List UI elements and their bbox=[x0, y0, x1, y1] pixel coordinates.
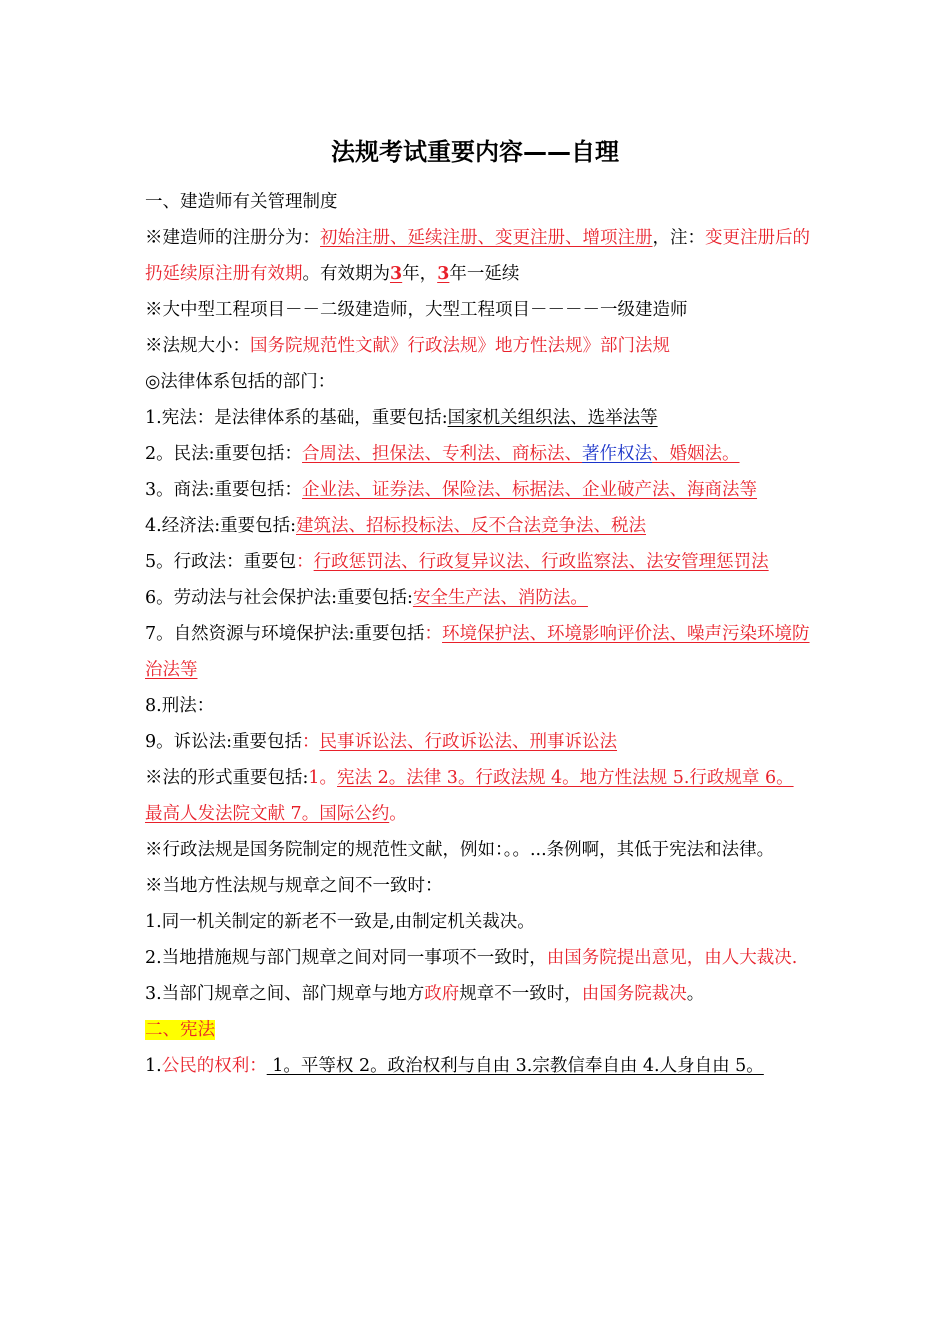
text: 年一延续 bbox=[449, 264, 520, 284]
paragraph-law-forms bbox=[145, 760, 810, 832]
highlight-text: 建筑法、招标投标法、反不合法竞争法、税法 bbox=[296, 516, 646, 536]
page-title: 法规考试重要内容——自理 bbox=[331, 138, 619, 166]
highlight-text: 安全生产法、消防法。 bbox=[412, 588, 588, 608]
highlight-text: 1。 bbox=[308, 768, 338, 788]
list-item-conflict-3 bbox=[145, 976, 810, 1012]
highlight-text: 3 bbox=[390, 264, 403, 284]
paragraph-registration bbox=[145, 220, 810, 292]
text: ※建造师的注册分为： bbox=[145, 228, 320, 248]
paragraph-admin-regulations: ※行政法规是国务院制定的规范性文献，例如：。。...条例啊，其低于宪法和法律。 bbox=[145, 840, 775, 860]
text: 规章不一致时， bbox=[459, 984, 582, 1004]
highlight-text: 3 bbox=[437, 264, 450, 284]
highlight-text: 由国务院裁决 bbox=[581, 984, 687, 1004]
blue-text: 著作权法 bbox=[582, 444, 653, 464]
highlight-text: 。 bbox=[389, 804, 407, 824]
text: ，注： bbox=[652, 228, 705, 248]
highlight-text: 、婚姻法。 bbox=[652, 444, 740, 464]
highlight-text: ： bbox=[302, 732, 320, 752]
text: 9。诉讼法:重要包括 bbox=[145, 732, 303, 752]
text: 1.宪法：是法律体系的基础，重要包括: bbox=[145, 408, 448, 428]
highlight-text: 国务院规范性文献》行政法规》地方性法规》部门法规 bbox=[250, 336, 670, 356]
list-item-criminal-law: 8.刑法： bbox=[145, 696, 215, 716]
section-heading-2 bbox=[145, 1012, 810, 1048]
text: 。有效期为 bbox=[302, 264, 390, 284]
highlight-text: ： bbox=[424, 624, 443, 644]
highlight-text: ： bbox=[296, 552, 314, 572]
text: ※法规大小： bbox=[145, 336, 250, 356]
list-item-conflict-2 bbox=[145, 940, 810, 976]
highlight-text: 合周法、担保法、专利法、商标法、 bbox=[302, 444, 583, 464]
text: 2.当地措施规与部门规章之间对同一事项不一致时， bbox=[145, 948, 547, 968]
list-item-administrative-law bbox=[145, 544, 810, 580]
highlight-text: 初始注册、延续注册、变更注册、增项注册 bbox=[320, 228, 653, 248]
text: 年， bbox=[402, 264, 438, 284]
underline-text: 国家机关组织法、选举法等 bbox=[447, 408, 658, 428]
paragraph-project-levels: ※大中型工程项目－－二级建造师，大型工程项目－－－－一级建造师 bbox=[145, 300, 688, 320]
highlight-text: 政府 bbox=[424, 984, 460, 1004]
list-item-constitution bbox=[145, 400, 810, 436]
document-body bbox=[145, 184, 810, 1084]
list-item-environment-law bbox=[145, 616, 810, 688]
list-item-commercial-law bbox=[145, 472, 810, 508]
highlight-text: 宪法 2。法律 3。行政法规 4。地方性法规 5.行政规章 6。最高人发法院文献 7。国际公约 bbox=[145, 768, 794, 824]
text: 。 bbox=[686, 984, 705, 1004]
list-item-procedural-law bbox=[145, 724, 810, 760]
highlight-text: 企业法、证券法、保险法、标据法、企业破产法、海商法等 bbox=[302, 480, 758, 500]
list-item-civil-law bbox=[145, 436, 810, 472]
text: 5。行政法：重要包 bbox=[145, 552, 297, 572]
text: 7。自然资源与环境保护法:重要包括 bbox=[145, 624, 425, 644]
section-heading-1: 一、建造师有关管理制度 bbox=[145, 192, 338, 212]
text: 1. bbox=[145, 1056, 162, 1076]
text: 6。劳动法与社会保护法:重要包括: bbox=[145, 588, 413, 608]
text: 4.经济法:重要包括: bbox=[145, 516, 296, 536]
highlight-text: 变更注册后的扔延续原注册有效期 bbox=[145, 228, 810, 284]
paragraph-law-departments: ◎法律体系包括的部门： bbox=[145, 372, 336, 392]
paragraph-conflict-intro: ※当地方性法规与规章之间不一致时： bbox=[145, 876, 443, 896]
text: 3.当部门规章之间、部门规章与地方 bbox=[145, 984, 425, 1004]
list-item-citizen-rights bbox=[145, 1048, 810, 1084]
highlight-text: 由国务院提出意见，由人大裁决. bbox=[546, 948, 798, 968]
highlight-text: 民事诉讼法、行政诉讼法、刑事诉讼法 bbox=[319, 732, 618, 752]
text: 3。商法:重要包括： bbox=[145, 480, 303, 500]
highlight-text: 公民的权利： bbox=[161, 1056, 267, 1076]
highlight-text: 环境保护法、环境影响评价法、噪声污染环境防治法等 bbox=[145, 624, 810, 680]
list-item-conflict-1: 1.同一机关制定的新老不一致是,由制定机关裁决。 bbox=[145, 912, 535, 932]
underline-text: 1。平等权 2。政治权利与自由 3.宗教信奉自由 4.人身自由 5。 bbox=[266, 1056, 764, 1076]
paragraph-law-hierarchy bbox=[145, 328, 810, 364]
text: ※法的形式重要包括: bbox=[145, 768, 309, 788]
list-item-labor-law bbox=[145, 580, 810, 616]
list-item-economic-law bbox=[145, 508, 810, 544]
highlighted-heading: 二、宪法 bbox=[145, 1020, 215, 1040]
highlight-text: 行政惩罚法、行政复异议法、行政监察法、法安管理惩罚法 bbox=[313, 552, 769, 572]
text: 2。民法:重要包括： bbox=[145, 444, 303, 464]
